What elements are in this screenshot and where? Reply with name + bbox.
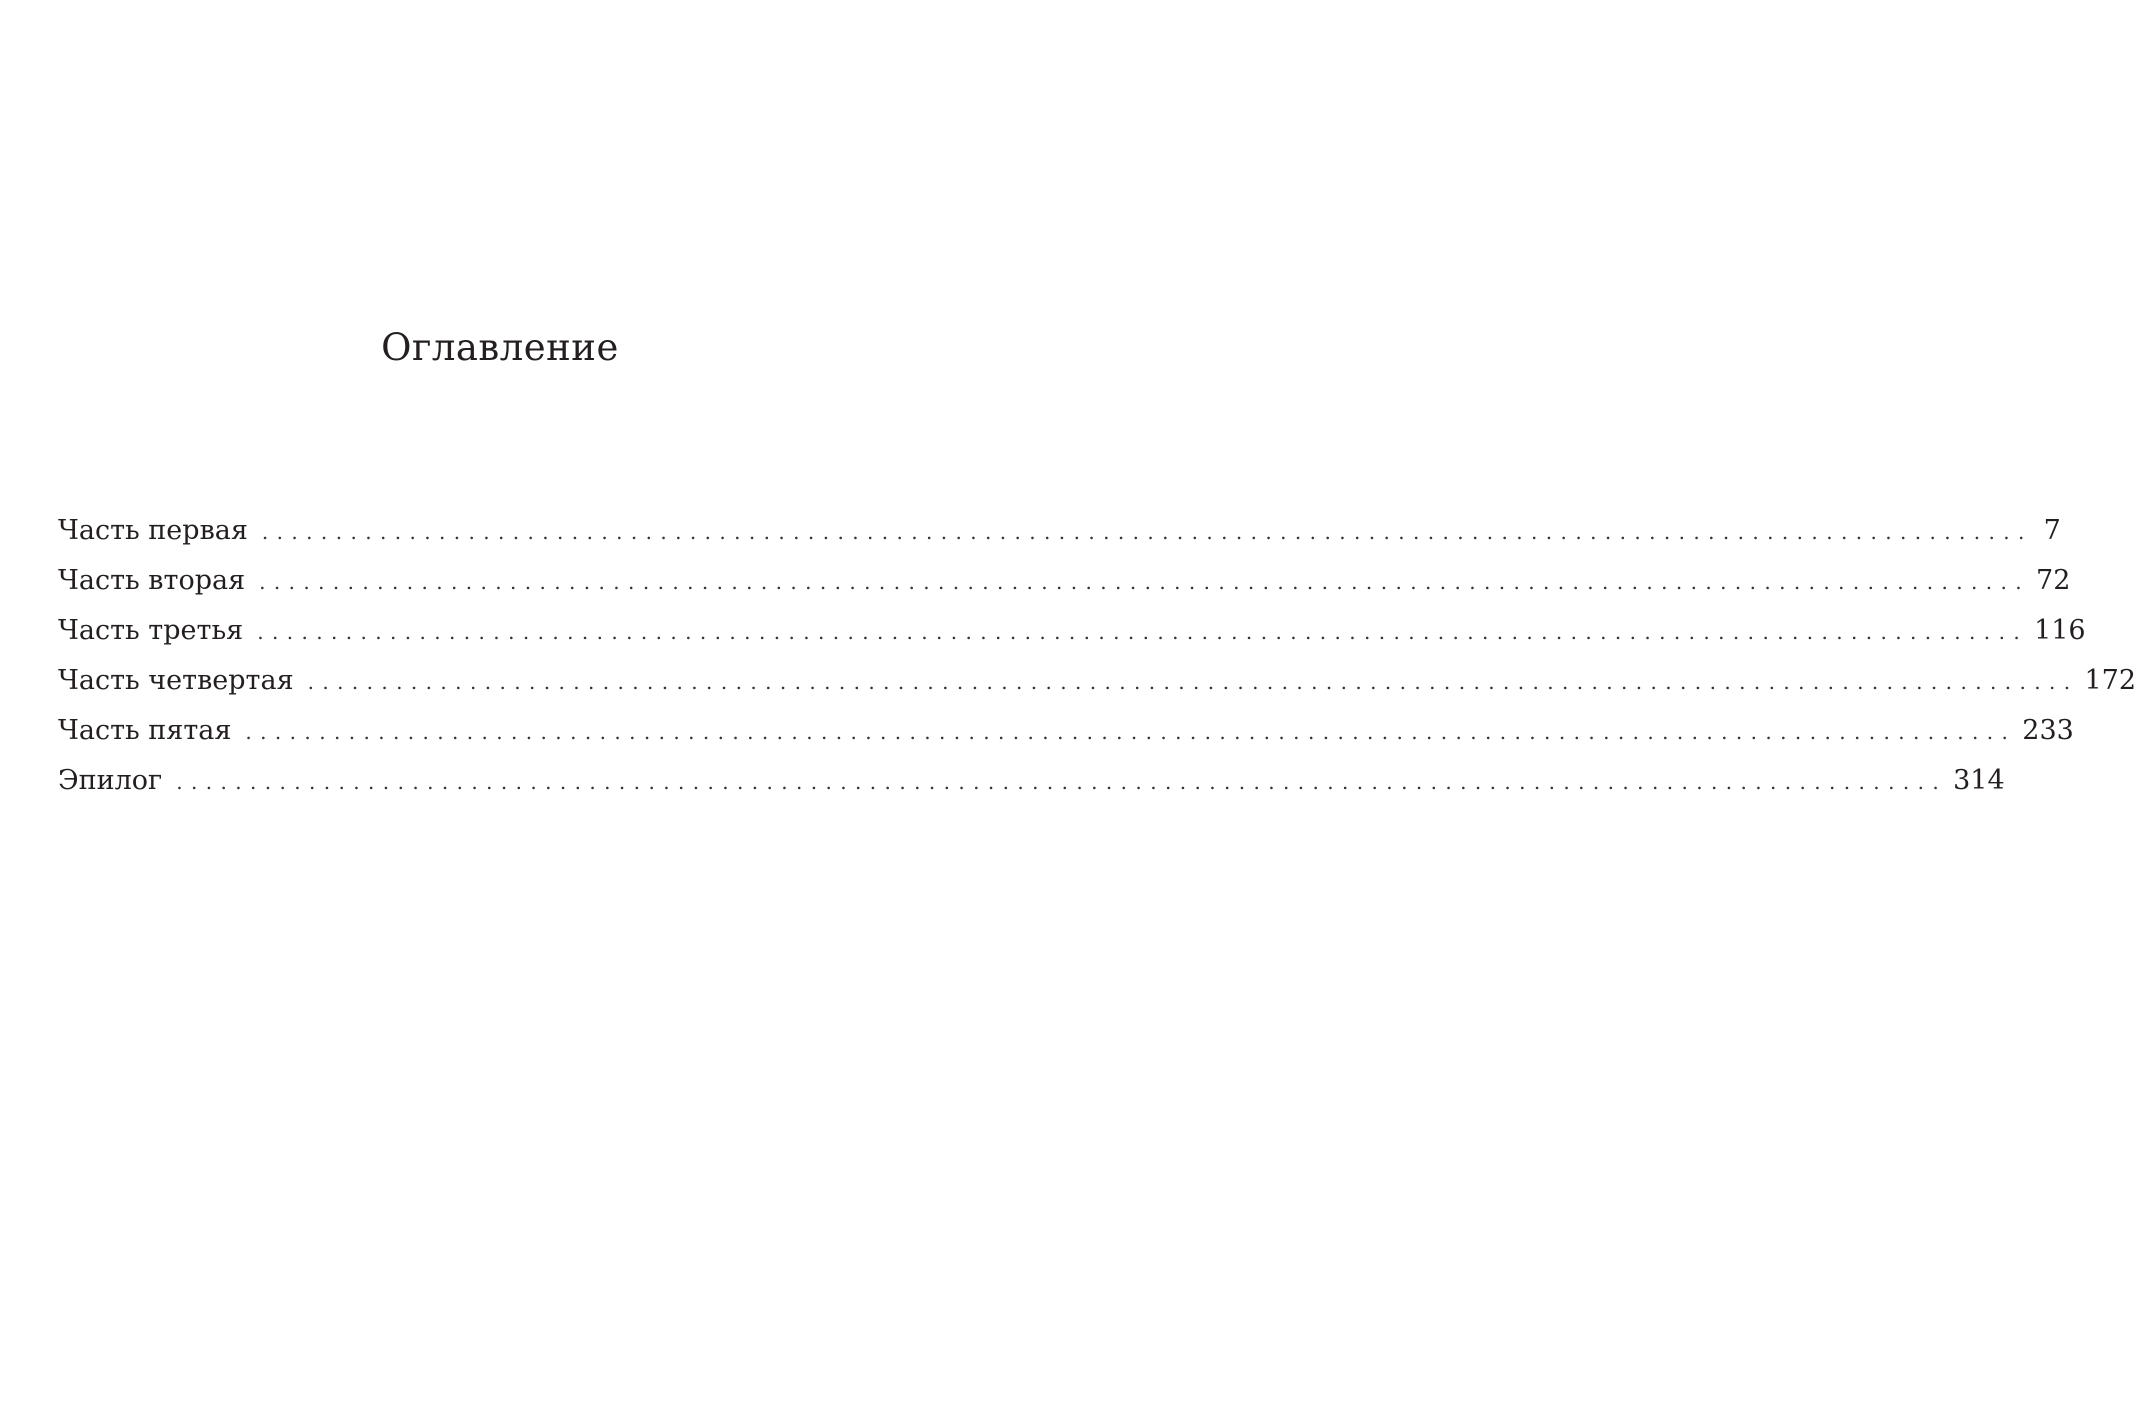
- toc-entry: [58, 706, 2074, 756]
- toc-entry-page: 72: [2036, 565, 2071, 596]
- dot-leader: ........................................................................................................................: [257, 620, 2029, 644]
- dot-leader: ........................................................................................................................: [307, 670, 2079, 694]
- toc-entry-label: Эпилог: [58, 765, 163, 796]
- toc-entry: [58, 656, 2136, 706]
- toc-entry-label: Часть пятая: [58, 715, 232, 746]
- dot-leader: ........................................................................................................................: [259, 570, 2031, 594]
- toc-entry-page: 233: [2022, 715, 2074, 746]
- toc-entry: [58, 506, 2061, 556]
- toc-entry-label: Часть первая: [58, 515, 248, 546]
- table-of-contents: [58, 506, 2136, 806]
- dot-leader: ........................................................................................................................: [176, 770, 1948, 794]
- dot-leader: ........................................................................................................................: [245, 720, 2017, 744]
- toc-entry-label: Часть третья: [58, 615, 244, 646]
- toc-entry-page: 314: [1953, 765, 2005, 796]
- dot-leader: ........................................................................................................................: [261, 520, 2033, 544]
- toc-entry-page: 7: [2043, 515, 2061, 546]
- toc-entry-label: Часть четвертая: [58, 665, 294, 696]
- toc-entry: [58, 756, 2005, 806]
- page-title: Оглавление: [381, 326, 619, 369]
- toc-entry-page: 116: [2034, 615, 2086, 646]
- toc-entry-page: 172: [2084, 665, 2136, 696]
- toc-entry: [58, 556, 2071, 606]
- toc-entry-label: Часть вторая: [58, 565, 246, 596]
- toc-entry: [58, 606, 2086, 656]
